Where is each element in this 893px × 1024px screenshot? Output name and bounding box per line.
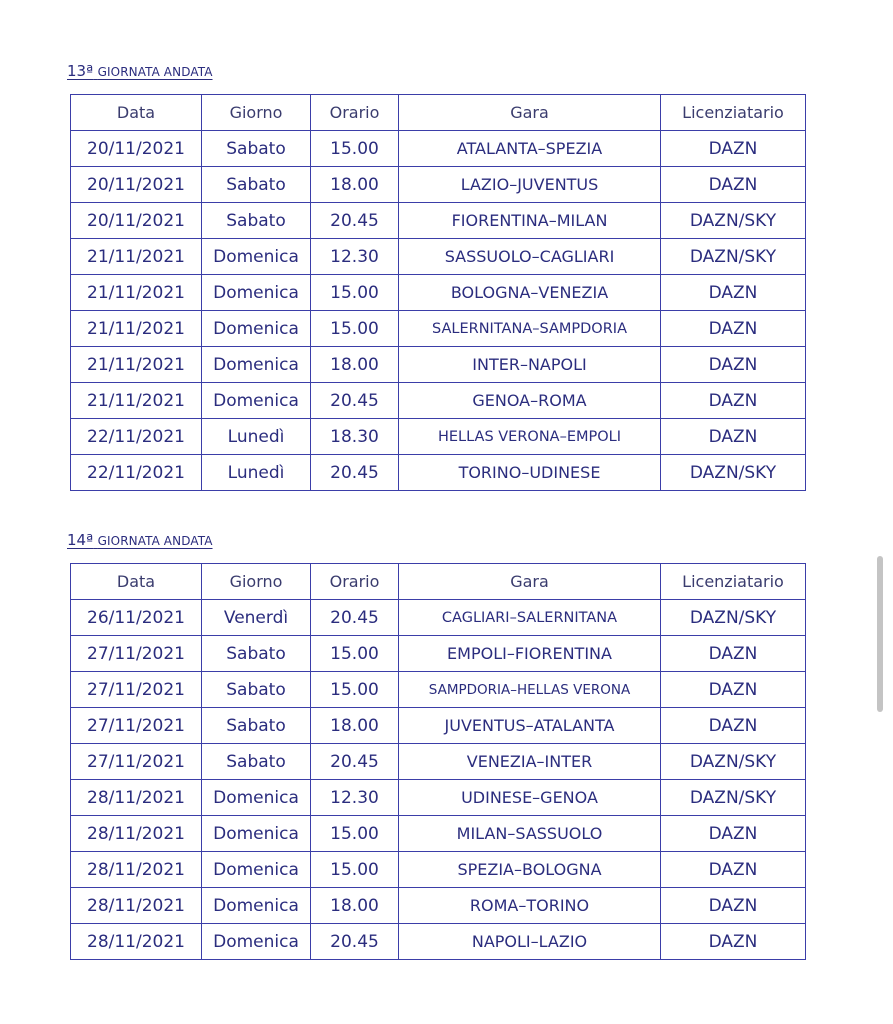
cell-gara: JUVENTUS–ATALANTA <box>399 708 661 744</box>
cell-licenziatario: DAZN <box>661 347 806 383</box>
cell-orario: 15.00 <box>311 275 399 311</box>
cell-data: 21/11/2021 <box>71 239 202 275</box>
cell-orario: 18.30 <box>311 419 399 455</box>
table-row <box>71 131 806 167</box>
cell-data: 28/11/2021 <box>71 852 202 888</box>
table-header-row <box>71 95 806 131</box>
cell-licenziatario: DAZN <box>661 708 806 744</box>
cell-giorno: Sabato <box>202 672 311 708</box>
cell-licenziatario: DAZN <box>661 167 806 203</box>
cell-licenziatario: DAZN <box>661 275 806 311</box>
cell-orario: 18.00 <box>311 708 399 744</box>
section-label: GIORNATA ANDATA <box>97 534 213 548</box>
cell-data: 22/11/2021 <box>71 455 202 491</box>
cell-data: 21/11/2021 <box>71 383 202 419</box>
cell-data: 27/11/2021 <box>71 636 202 672</box>
cell-giorno: Domenica <box>202 780 311 816</box>
section-number: 14ª <box>67 531 94 549</box>
cell-licenziatario: DAZN/SKY <box>661 239 806 275</box>
cell-gara: BOLOGNA–VENEZIA <box>399 275 661 311</box>
cell-giorno: Domenica <box>202 383 311 419</box>
cell-licenziatario: DAZN/SKY <box>661 744 806 780</box>
cell-giorno: Domenica <box>202 311 311 347</box>
cell-data: 28/11/2021 <box>71 780 202 816</box>
cell-licenziatario: DAZN <box>661 383 806 419</box>
cell-gara: SPEZIA–BOLOGNA <box>399 852 661 888</box>
cell-giorno: Domenica <box>202 924 311 960</box>
table-row <box>71 239 806 275</box>
cell-orario: 15.00 <box>311 636 399 672</box>
table-row <box>71 419 806 455</box>
cell-gara: SASSUOLO–CAGLIARI <box>399 239 661 275</box>
table-row <box>71 636 806 672</box>
header-giorno: Giorno <box>202 564 311 600</box>
cell-data: 21/11/2021 <box>71 275 202 311</box>
table-row <box>71 780 806 816</box>
cell-licenziatario: DAZN/SKY <box>661 780 806 816</box>
cell-giorno: Sabato <box>202 131 311 167</box>
cell-data: 27/11/2021 <box>71 744 202 780</box>
section-title-14 <box>67 531 213 549</box>
cell-data: 28/11/2021 <box>71 924 202 960</box>
vertical-scrollbar[interactable] <box>877 556 883 712</box>
table-row <box>71 203 806 239</box>
section-number: 13ª <box>67 62 94 80</box>
table-row <box>71 167 806 203</box>
table-row <box>71 744 806 780</box>
cell-data: 22/11/2021 <box>71 419 202 455</box>
cell-licenziatario: DAZN/SKY <box>661 600 806 636</box>
cell-gara: INTER–NAPOLI <box>399 347 661 383</box>
cell-gara: SAMPDORIA–HELLAS VERONA <box>399 672 661 708</box>
table-row <box>71 672 806 708</box>
header-licenziatario: Licenziatario <box>661 564 806 600</box>
cell-gara: VENEZIA–INTER <box>399 744 661 780</box>
header-licenziatario: Licenziatario <box>661 95 806 131</box>
cell-orario: 15.00 <box>311 131 399 167</box>
table-row <box>71 600 806 636</box>
cell-data: 21/11/2021 <box>71 311 202 347</box>
cell-orario: 20.45 <box>311 744 399 780</box>
cell-giorno: Domenica <box>202 275 311 311</box>
cell-giorno: Sabato <box>202 708 311 744</box>
cell-gara: HELLAS VERONA–EMPOLI <box>399 419 661 455</box>
schedule-table-13 <box>70 94 806 491</box>
cell-licenziatario: DAZN <box>661 852 806 888</box>
cell-licenziatario: DAZN <box>661 419 806 455</box>
cell-orario: 15.00 <box>311 816 399 852</box>
cell-data: 27/11/2021 <box>71 708 202 744</box>
cell-giorno: Domenica <box>202 816 311 852</box>
header-data: Data <box>71 564 202 600</box>
cell-gara: NAPOLI–LAZIO <box>399 924 661 960</box>
cell-licenziatario: DAZN <box>661 311 806 347</box>
schedule-table-14 <box>70 563 806 960</box>
cell-orario: 18.00 <box>311 888 399 924</box>
table-row <box>71 347 806 383</box>
cell-licenziatario: DAZN <box>661 924 806 960</box>
cell-orario: 20.45 <box>311 924 399 960</box>
header-orario: Orario <box>311 95 399 131</box>
cell-giorno: Sabato <box>202 744 311 780</box>
cell-giorno: Venerdì <box>202 600 311 636</box>
cell-orario: 20.45 <box>311 383 399 419</box>
cell-gara: CAGLIARI–SALERNITANA <box>399 600 661 636</box>
cell-gara: SALERNITANA–SAMPDORIA <box>399 311 661 347</box>
cell-data: 20/11/2021 <box>71 203 202 239</box>
cell-orario: 20.45 <box>311 600 399 636</box>
table-header-row <box>71 564 806 600</box>
table-row <box>71 275 806 311</box>
cell-orario: 12.30 <box>311 780 399 816</box>
table-row <box>71 852 806 888</box>
table-row <box>71 455 806 491</box>
cell-data: 20/11/2021 <box>71 131 202 167</box>
cell-giorno: Domenica <box>202 347 311 383</box>
header-data: Data <box>71 95 202 131</box>
cell-orario: 18.00 <box>311 347 399 383</box>
cell-gara: FIORENTINA–MILAN <box>399 203 661 239</box>
section-label: GIORNATA ANDATA <box>97 65 213 79</box>
table-row <box>71 311 806 347</box>
cell-data: 21/11/2021 <box>71 347 202 383</box>
cell-giorno: Domenica <box>202 239 311 275</box>
cell-data: 28/11/2021 <box>71 888 202 924</box>
cell-licenziatario: DAZN <box>661 636 806 672</box>
header-gara: Gara <box>399 95 661 131</box>
cell-gara: ATALANTA–SPEZIA <box>399 131 661 167</box>
cell-gara: LAZIO–JUVENTUS <box>399 167 661 203</box>
cell-licenziatario: DAZN <box>661 131 806 167</box>
table-row <box>71 888 806 924</box>
cell-gara: GENOA–ROMA <box>399 383 661 419</box>
cell-orario: 20.45 <box>311 203 399 239</box>
cell-data: 27/11/2021 <box>71 672 202 708</box>
table-row <box>71 383 806 419</box>
cell-gara: MILAN–SASSUOLO <box>399 816 661 852</box>
cell-giorno: Lunedì <box>202 455 311 491</box>
cell-gara: ROMA–TORINO <box>399 888 661 924</box>
table-row <box>71 816 806 852</box>
header-giorno: Giorno <box>202 95 311 131</box>
section-title-13 <box>67 62 213 80</box>
header-orario: Orario <box>311 564 399 600</box>
cell-gara: EMPOLI–FIORENTINA <box>399 636 661 672</box>
cell-gara: UDINESE–GENOA <box>399 780 661 816</box>
cell-licenziatario: DAZN <box>661 672 806 708</box>
cell-orario: 15.00 <box>311 311 399 347</box>
table-row <box>71 708 806 744</box>
cell-giorno: Domenica <box>202 888 311 924</box>
cell-giorno: Sabato <box>202 636 311 672</box>
cell-giorno: Lunedì <box>202 419 311 455</box>
header-gara: Gara <box>399 564 661 600</box>
cell-licenziatario: DAZN/SKY <box>661 203 806 239</box>
cell-data: 20/11/2021 <box>71 167 202 203</box>
cell-data: 26/11/2021 <box>71 600 202 636</box>
cell-gara: TORINO–UDINESE <box>399 455 661 491</box>
cell-giorno: Sabato <box>202 203 311 239</box>
cell-data: 28/11/2021 <box>71 816 202 852</box>
table-row <box>71 924 806 960</box>
cell-giorno: Sabato <box>202 167 311 203</box>
cell-orario: 12.30 <box>311 239 399 275</box>
cell-licenziatario: DAZN/SKY <box>661 455 806 491</box>
cell-orario: 15.00 <box>311 852 399 888</box>
cell-licenziatario: DAZN <box>661 816 806 852</box>
cell-orario: 20.45 <box>311 455 399 491</box>
cell-licenziatario: DAZN <box>661 888 806 924</box>
cell-orario: 15.00 <box>311 672 399 708</box>
cell-giorno: Domenica <box>202 852 311 888</box>
cell-orario: 18.00 <box>311 167 399 203</box>
